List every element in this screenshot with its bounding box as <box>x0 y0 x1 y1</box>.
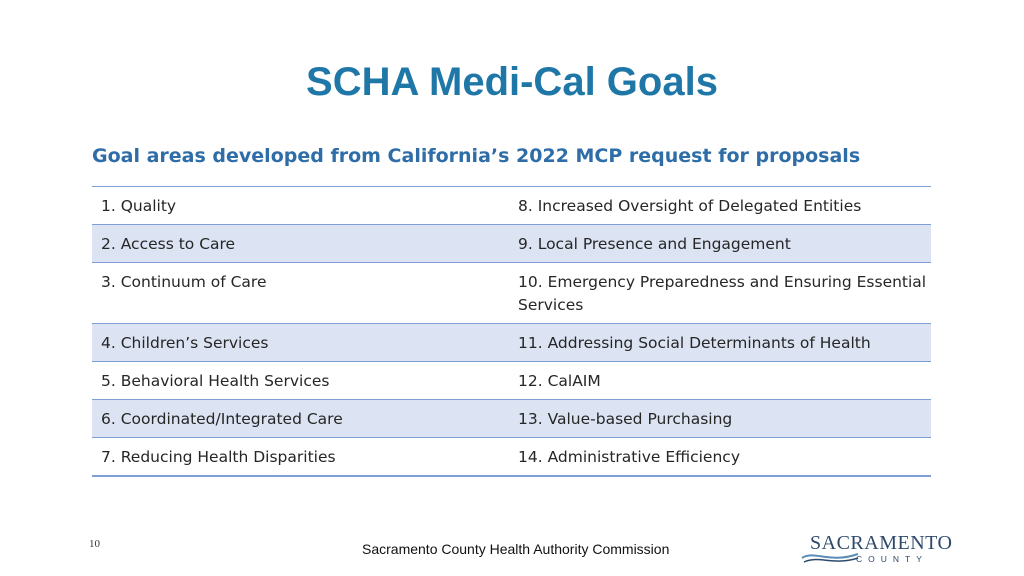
goal-cell: 14. Administrative Efficiency <box>518 448 740 466</box>
subtitle: Goal areas developed from California’s 2022 MCP request for proposals <box>92 145 861 167</box>
goal-cell: 11. Addressing Social Determinants of Health <box>518 334 871 352</box>
goal-cell: 4. Children’s Services <box>101 334 269 352</box>
goal-cell: 6. Coordinated/Integrated Care <box>101 410 343 428</box>
page-title: SCHA Medi-Cal Goals <box>306 60 718 104</box>
table-row <box>92 263 931 324</box>
goal-cell: 10. Emergency Preparedness and Ensuring Essential Services <box>518 273 927 314</box>
goal-cell: 7. Reducing Health Disparities <box>101 448 336 466</box>
table-row <box>92 362 931 400</box>
footer-text: Sacramento County Health Authority Commission <box>362 541 670 557</box>
page-number: 10 <box>89 538 100 550</box>
logo-word: SACRAMENTO <box>810 532 953 554</box>
table-row <box>92 400 931 438</box>
table-row <box>92 324 931 362</box>
sacramento-county-logo-icon <box>800 532 953 568</box>
goal-cell: 13. Value-based Purchasing <box>518 410 733 428</box>
table-row <box>92 225 931 263</box>
goal-cell: 2. Access to Care <box>101 235 236 253</box>
goal-cell: 12. CalAIM <box>518 372 601 390</box>
goal-cell: 3. Continuum of Care <box>101 273 267 291</box>
goal-cell: 8. Increased Oversight of Delegated Entities <box>518 197 862 215</box>
table-row <box>92 187 931 225</box>
table-row <box>92 438 931 477</box>
goal-cell: 9. Local Presence and Engagement <box>518 235 791 253</box>
goal-cell: 1. Quality <box>101 197 177 215</box>
goal-cell: 5. Behavioral Health Services <box>101 372 330 390</box>
logo-subword: COUNTY <box>856 554 928 564</box>
goals-table <box>92 186 931 477</box>
